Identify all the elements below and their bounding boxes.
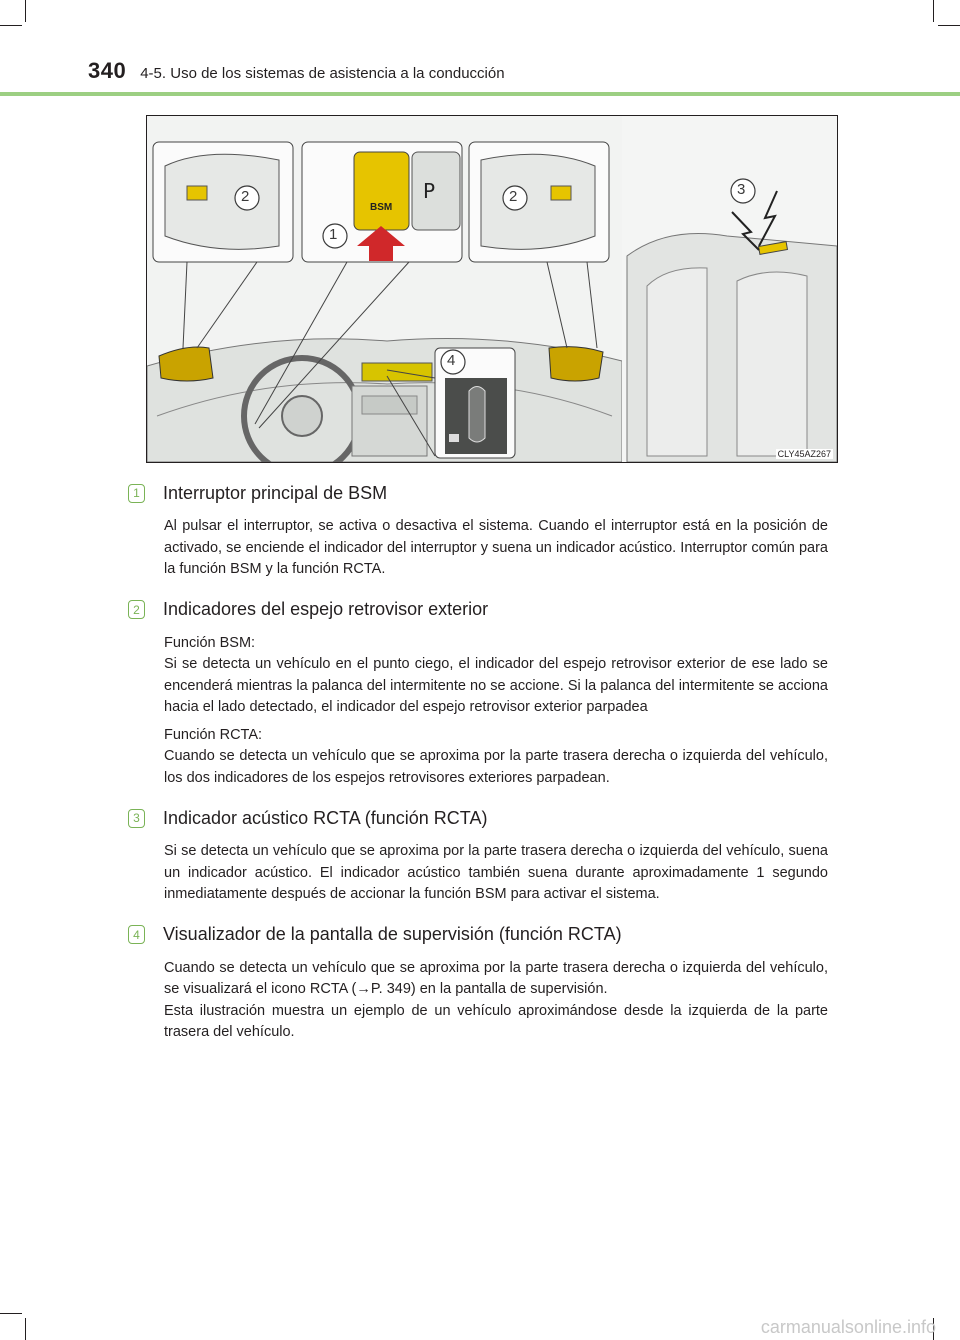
item-number-badge: 2 bbox=[128, 600, 145, 619]
list-item bbox=[128, 478, 828, 581]
bsm-illustration bbox=[146, 115, 838, 463]
bsm-button-label: BSM bbox=[370, 202, 393, 213]
list-item bbox=[128, 920, 828, 1044]
callout-3: 3 bbox=[737, 181, 746, 198]
crop-mark bbox=[25, 0, 26, 22]
item-number-badge: 3 bbox=[128, 809, 145, 828]
page-number: 340 bbox=[88, 58, 127, 83]
list-item bbox=[128, 803, 828, 906]
item-number-badge: 1 bbox=[128, 484, 145, 503]
callout-4: 4 bbox=[447, 352, 456, 369]
callout-1: 1 bbox=[329, 226, 338, 243]
page-header bbox=[88, 58, 505, 88]
item-title: Indicador acústico RCTA (función RCTA) bbox=[163, 807, 488, 828]
item-paragraph: Cuando se detecta un vehículo que se aproxima por la parte trasera derecha o izquierda del vehículo, los dos indicadores de los espejos retrovisores exteriores parpadean. bbox=[164, 748, 828, 786]
item-number-badge: 4 bbox=[128, 925, 145, 944]
crop-mark bbox=[0, 1313, 22, 1314]
crop-mark bbox=[933, 0, 934, 22]
item-paragraph: Cuando se detecta un vehículo que se aproxima por la parte trasera derecha o izquierda del vehículo, se visualizará el icono RCTA (→P. 349) en la pantalla de supervisión. bbox=[164, 959, 828, 997]
svg-text:P: P bbox=[423, 179, 436, 203]
item-title: Visualizador de la pantalla de supervisión (función RCTA) bbox=[163, 924, 622, 944]
item-title: Indicadores del espejo retrovisor exterior bbox=[163, 599, 489, 619]
figure-code: CLY45AZ267 bbox=[777, 449, 831, 459]
watermark: carmanualsonline.info bbox=[760, 1317, 936, 1337]
illustration-drawing bbox=[147, 116, 837, 462]
callout-2: 2 bbox=[509, 188, 518, 205]
section-title: 4-5. Uso de los sistemas de asistencia a la conducción bbox=[140, 65, 505, 82]
item-title: Interruptor principal de BSM bbox=[163, 482, 388, 503]
item-paragraph: Al pulsar el interruptor, se activa o desactiva el sistema. Cuando el interruptor está en la posición de activado, se enciende el indicador del interruptor y suena un indicador acústico. Interruptor común para la función BSM y la función RCTA. bbox=[164, 518, 828, 577]
list-item bbox=[128, 595, 828, 790]
item-paragraph: Esta ilustración muestra un ejemplo de un vehículo aproximándose desde la izquierda de la parte trasera del vehículo. bbox=[164, 1002, 828, 1040]
crop-mark bbox=[0, 25, 22, 26]
crop-mark bbox=[25, 1318, 26, 1340]
callout-2: 2 bbox=[241, 188, 250, 205]
crop-mark bbox=[938, 25, 960, 26]
item-paragraph: Si se detecta un vehículo en el punto ciego, el indicador del espejo retrovisor exterior de ese lado se encenderá mientras la palanca del intermitente no se accione. Si la palanca del intermitente se acciona hacia el lado detectado, el indicador del espejo retrovisor exterior parpadea bbox=[164, 656, 828, 715]
item-paragraph: Función RCTA: bbox=[164, 726, 263, 743]
item-paragraph: Si se detecta un vehículo que se aproxima por la parte trasera derecha o izquierda del vehículo, suena un indicador acústico. El indicador acústico también suena durante aproximadamente 1 segundo inmediatamente después de accionar la función BSM para activar el sistema. bbox=[164, 843, 828, 902]
header-rule bbox=[0, 92, 960, 96]
item-list bbox=[128, 478, 828, 1058]
item-paragraph: Función BSM: bbox=[164, 634, 256, 651]
